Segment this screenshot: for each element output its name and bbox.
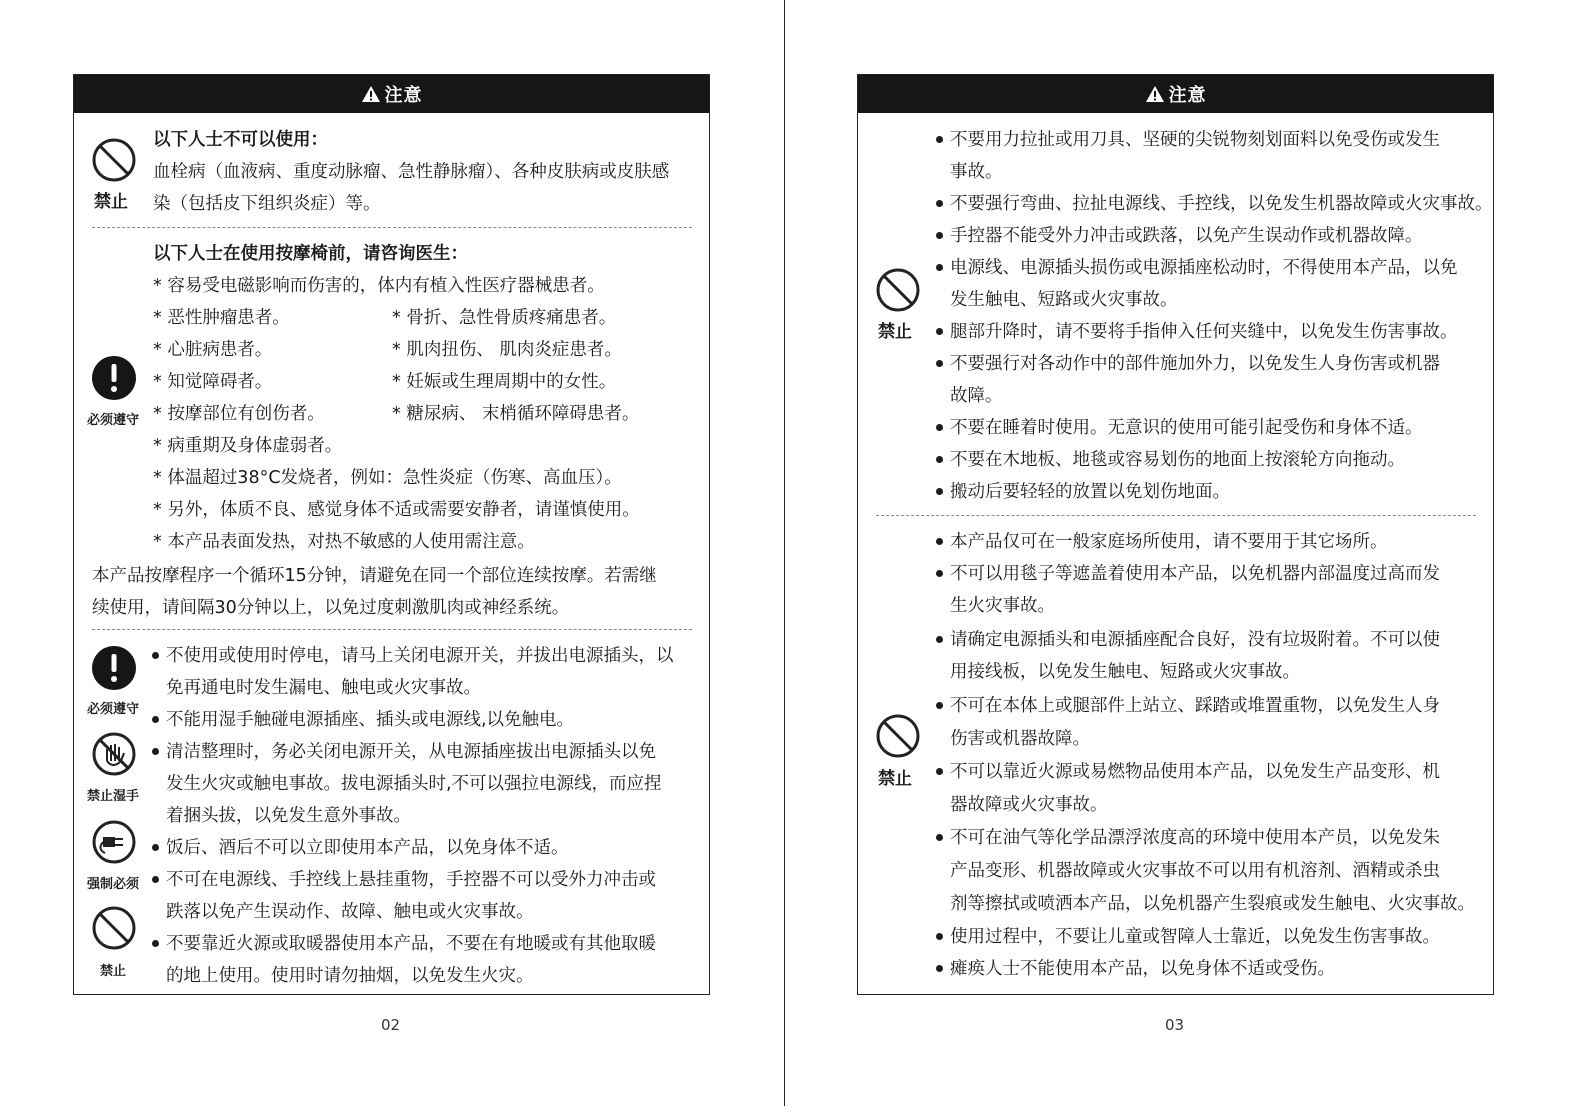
prohibit-icon — [875, 267, 921, 313]
bullet-text: 不能用湿手触碰电源插座、插头或电源线,以免触电。 — [166, 710, 575, 730]
list-item: * 骨折、急性骨质疼痛患者。 — [392, 308, 617, 328]
list-item: * 肌肉扭伤、 肌肉炎症患者。 — [392, 340, 622, 360]
bullet-text: 不可在电源线、手控线上悬挂重物，手控器不可以受外力冲击或 — [166, 870, 656, 890]
bullet — [936, 538, 943, 545]
bullet-text: 手控器不能受外力冲击或跌落，以免产生误动作或机器故障。 — [950, 226, 1423, 246]
bullet — [152, 844, 159, 851]
bullet-text: 不可在本体上或腿部件上站立、踩踏或堆置重物，以免发生人身 — [950, 696, 1440, 716]
bullet-text: 的地上使用。使用时请勿抽烟，以免发生火灾。 — [166, 966, 534, 986]
bullet — [152, 716, 159, 723]
exclamation-icon — [91, 355, 137, 401]
list-item: * 本产品表面发热，对热不敏感的人使用需注意。 — [153, 532, 535, 552]
list-item: * 另外，体质不良、感觉身体不适或需要安静者，请谨慎使用。 — [153, 500, 640, 520]
prohibit-label: 禁止 — [878, 769, 912, 789]
bullet-text: 不要在睡着时使用。无意识的使用可能引起受伤和身体不适。 — [950, 418, 1423, 438]
bullet — [936, 702, 943, 709]
list-item: * 病重期及身体虚弱者。 — [153, 436, 343, 456]
exclamation-icon — [91, 645, 137, 691]
bullet — [936, 200, 943, 207]
list-item: * 恶性肿瘤患者。 — [153, 308, 290, 328]
unplug-icon — [91, 819, 137, 865]
bullet-text: 不可以靠近火源或易燃物品使用本产品，以免发生产品变形、机 — [950, 762, 1440, 782]
bullet — [936, 834, 943, 841]
dashed-divider — [876, 515, 1476, 516]
section1-text: 染（包括皮下组织炎症）等。 — [153, 194, 381, 214]
bullet — [936, 933, 943, 940]
prohibit-icon — [91, 137, 137, 183]
bullet-text: 伤害或机器故障。 — [950, 729, 1090, 749]
bullet — [936, 768, 943, 775]
bullet-text: 器故障或火灾事故。 — [950, 795, 1108, 815]
bullet — [936, 456, 943, 463]
bullet-text: 剂等擦拭或喷洒本产品，以免机器产生裂痕或发生触电、火灾事故。 — [950, 894, 1475, 914]
bullet-text: 请确定电源插头和电源插座配合良好，没有垃圾附着。不可以使 — [950, 630, 1440, 650]
bullet — [936, 965, 943, 972]
caution-title: 注意 — [1168, 85, 1207, 106]
bullet-text: 发生火灾或触电事故。拔电源插头时,不可以强拉电源线，而应捏 — [166, 774, 662, 794]
no-wet-hands-label: 禁止湿手 — [87, 789, 140, 804]
bullet-text: 着捆头拔，以免发生意外事故。 — [166, 806, 411, 826]
bullet — [152, 940, 159, 947]
prohibit-label: 禁止 — [94, 192, 128, 212]
bullet — [936, 232, 943, 239]
warning-triangle-icon — [361, 85, 381, 103]
bullet-text: 免再通电时发生漏电、触电或火灾事故。 — [166, 678, 481, 698]
bullet-text: 不要强行弯曲、拉扯电源线、手控线，以免发生机器故障或火灾事故。 — [950, 194, 1493, 214]
center-fold-line — [784, 0, 785, 1106]
bullet-text: 不要靠近火源或取暖器使用本产品，不要在有地暖或有其他取暖 — [166, 934, 656, 954]
bullet — [936, 636, 943, 643]
bullet — [936, 328, 943, 335]
bullet — [936, 264, 943, 271]
caution-box-right — [857, 74, 1494, 995]
force-label: 强制必须 — [87, 877, 140, 892]
list-item: * 体温超过38°C发烧者，例如：急性炎症（伤寒、高血压）。 — [153, 468, 622, 488]
list-item: * 糖尿病、 末梢循环障碍患者。 — [392, 404, 640, 424]
bullet-text: 不可在油气等化学品漂浮浓度高的环境中使用本产员，以免发朱 — [950, 828, 1440, 848]
bullet-text: 事故。 — [950, 162, 1003, 182]
bullet — [152, 652, 159, 659]
dashed-divider — [92, 227, 692, 228]
must-comply-label: 必须遵守 — [87, 702, 140, 717]
list-item: * 容易受电磁影响而伤害的，体内有植入性医疗器械患者。 — [153, 276, 605, 296]
bullet-text: 使用过程中，不要让儿童或智障人士靠近，以免发生伤害事故。 — [950, 927, 1440, 947]
program-note: 续使用，请间隔30分钟以上，以免过度刺激肌肉或神经系统。 — [92, 598, 570, 618]
section2-title: 以下人士在使用按摩椅前，请咨询医生： — [153, 244, 468, 264]
bullet-text: 不使用或使用时停电，请马上关闭电源开关，并拔出电源插头，以 — [166, 646, 674, 666]
bullet-text: 生火灾事故。 — [950, 596, 1055, 616]
bullet — [936, 424, 943, 431]
bullet-text: 不要用力拉扯或用刀具、坚硬的尖锐物刻划面料以免受伤或发生 — [950, 130, 1440, 150]
prohibit-icon — [91, 905, 137, 951]
bullet-text: 清洁整理时，务必关闭电源开关，从电源插座拔出电源插头以免 — [166, 742, 656, 762]
prohibit-icon — [875, 713, 921, 759]
caution-box-left — [73, 74, 710, 995]
bullet-text: 跌落以免产生误动作、故障、触电或火灾事故。 — [166, 902, 534, 922]
bullet — [936, 136, 943, 143]
caution-header — [74, 75, 709, 113]
bullet-text: 用接线板，以免发生触电、短路或火灾事故。 — [950, 662, 1300, 682]
bullet — [152, 748, 159, 755]
prohibit-label: 禁止 — [100, 964, 127, 979]
page-number: 02 — [381, 1016, 401, 1034]
bullet-text: 饭后、酒后不可以立即使用本产品，以免身体不适。 — [166, 838, 569, 858]
bullet — [936, 360, 943, 367]
bullet-text: 搬动后要轻轻的放置以免划伤地面。 — [950, 482, 1230, 502]
list-item: * 按摩部位有创伤者。 — [153, 404, 325, 424]
bullet-text: 故障。 — [950, 386, 1003, 406]
list-item: * 知觉障碍者。 — [153, 372, 273, 392]
bullet-text: 腿部升降时，请不要将手指伸入任何夹缝中，以免发生伤害事故。 — [950, 322, 1458, 342]
program-note: 本产品按摩程序一个循环15分钟，请避免在同一个部位连续按摩。若需继 — [92, 566, 657, 586]
bullet-text: 不要在木地板、地毯或容易划伤的地面上按滚轮方向拖动。 — [950, 450, 1405, 470]
no-wet-hands-icon — [91, 731, 137, 777]
list-item: * 心脏病患者。 — [153, 340, 273, 360]
bullet — [152, 876, 159, 883]
bullet-text: 电源线、电源插头损伤或电源插座松动时，不得使用本产品，以免 — [950, 258, 1458, 278]
bullet — [936, 488, 943, 495]
bullet — [936, 570, 943, 577]
prohibit-label: 禁止 — [878, 322, 912, 342]
page-number: 03 — [1165, 1016, 1185, 1034]
caution-title: 注意 — [384, 85, 423, 106]
bullet-text: 不要强行对各动作中的部件施加外力，以免发生人身伤害或机器 — [950, 354, 1440, 374]
must-comply-label: 必须遵守 — [87, 413, 140, 428]
bullet-text: 瘫痪人士不能使用本产品，以免身体不适或受伤。 — [950, 959, 1335, 979]
bullet-text: 本产品仅可在一般家庭场所使用，请不要用于其它场所。 — [950, 532, 1388, 552]
bullet-text: 发生触电、短路或火灾事故。 — [950, 290, 1178, 310]
bullet-text: 产品变形、机器故障或火灾事故不可以用有机溶剂、酒精或杀虫 — [950, 861, 1440, 881]
list-item: * 妊娠或生理周期中的女性。 — [392, 372, 617, 392]
caution-header — [858, 75, 1493, 113]
bullet-text: 不可以用毯子等遮盖着使用本产品，以免机器内部温度过高而发 — [950, 564, 1440, 584]
dashed-divider — [92, 629, 692, 630]
section1-title: 以下人士不可以使用： — [153, 130, 328, 150]
section1-text: 血栓病（血液病、重度动脉瘤、急性静脉瘤）、各种皮肤病或皮肤感 — [153, 162, 670, 182]
warning-triangle-icon — [1145, 85, 1165, 103]
